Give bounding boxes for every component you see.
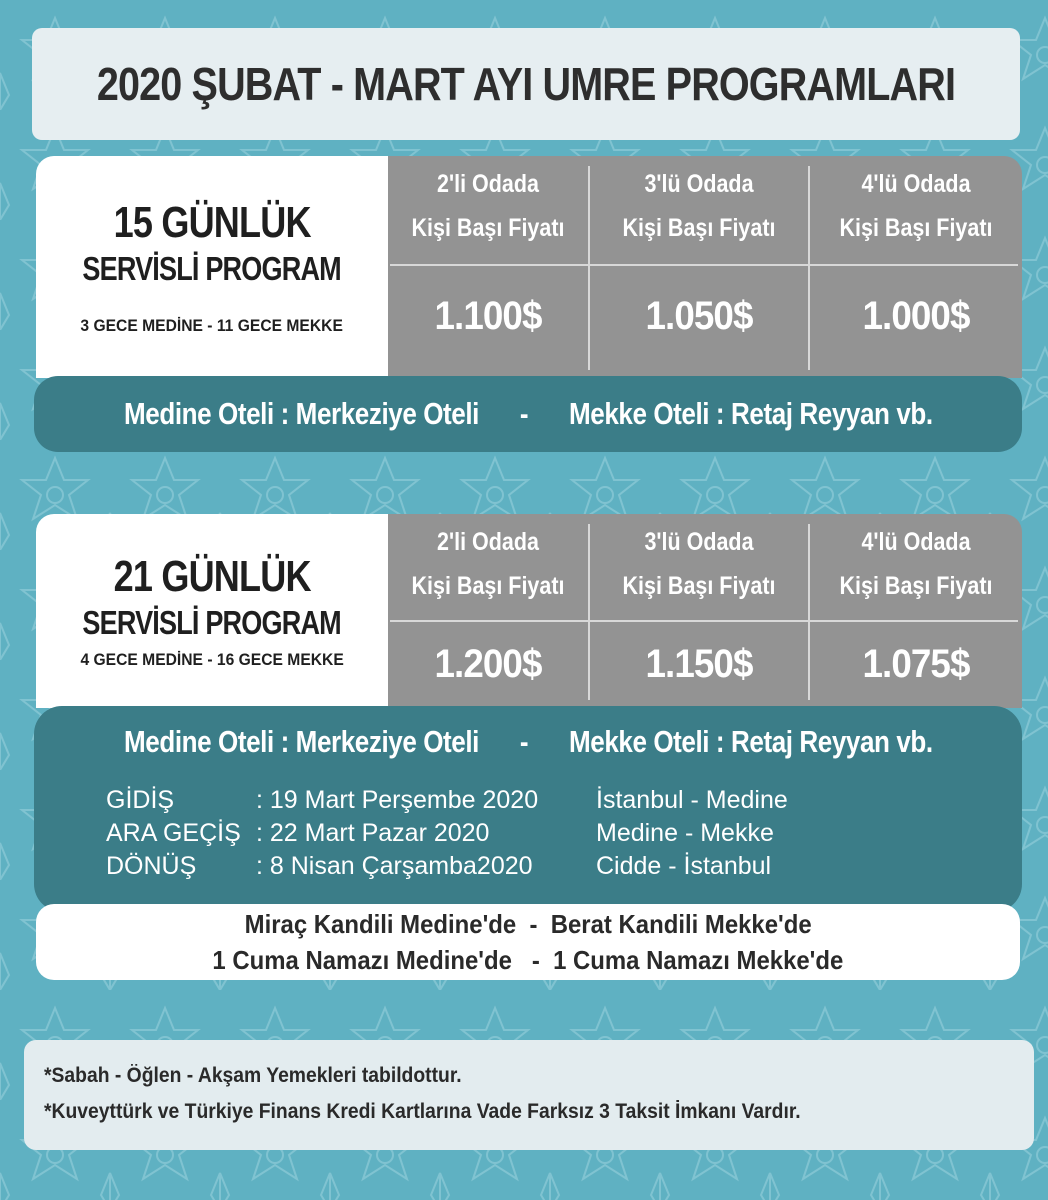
schedule-date-transfer: : 22 Mart Pazar 2020 (256, 819, 490, 847)
page-title: 2020 ŞUBAT - MART AYI UMRE PROGRAMLARI (96, 58, 956, 110)
program-1-type: SERVİSLİ PROGRAM (82, 249, 342, 287)
footer-installments: *Kuveyttürk ve Türkiye Finans Kredi Kartlarına Vade Farksız 3 Taksit İmkanı Vardır. (44, 1100, 801, 1123)
footer-bar (24, 1040, 1034, 1150)
program-1-col-3-title: 4'lü Odada (861, 170, 971, 198)
schedule-label-departure: GİDİŞ (106, 786, 175, 814)
program-1-hotels-bar (34, 376, 1022, 452)
program-2-col-3-subtitle: Kişi Başı Fiyatı (839, 572, 993, 600)
program-1-price-4lu: 1.000$ (862, 294, 970, 338)
program-1-col-1-title: 2'li Odada (437, 170, 539, 198)
title-bar (32, 28, 1020, 140)
program-2-col-2-title: 3'lü Odada (644, 528, 754, 556)
program-2-col-2-subtitle: Kişi Başı Fiyatı (622, 572, 776, 600)
program-1-price-2li: 1.100$ (434, 294, 542, 338)
schedule-date-return: : 8 Nisan Çarşamba2020 (256, 852, 533, 880)
schedule-route-departure: İstanbul - Medine (596, 786, 788, 814)
program-2-price-panel (388, 514, 1022, 708)
program-2-col-1-subtitle: Kişi Başı Fiyatı (411, 572, 565, 600)
footer-meals: *Sabah - Öğlen - Akşam Yemekleri tabildottur. (44, 1064, 462, 1087)
program-2-header (36, 514, 388, 708)
program-1-col-1-subtitle: Kişi Başı Fiyatı (411, 214, 565, 242)
note-cuma: 1 Cuma Namazı Medine'de - 1 Cuma Namazı Mekke'de (212, 945, 844, 975)
program-2-price-3lu: 1.150$ (645, 642, 753, 686)
program-2-price-2li: 1.200$ (434, 642, 542, 686)
program-2-hotels: Medine Oteli : Merkeziye Oteli - Mekke Oteli : Retaj Reyyan vb. (123, 724, 933, 759)
schedule-label-transfer: ARA GEÇİŞ (106, 819, 241, 847)
program-1-col-3-subtitle: Kişi Başı Fiyatı (839, 214, 993, 242)
program-1-nights: 3 GECE MEDİNE - 11 GECE MEKKE (80, 316, 344, 336)
program-1-price-panel (388, 156, 1022, 378)
program-2-notes (36, 904, 1020, 980)
program-1-price-3lu: 1.050$ (645, 294, 753, 338)
program-1-col-2-title: 3'lü Odada (644, 170, 754, 198)
program-1-header (36, 156, 388, 378)
program-2-price-4lu: 1.075$ (862, 642, 970, 686)
schedule-label-return: DÖNÜŞ (106, 852, 197, 880)
program-2-col-1-title: 2'li Odada (437, 528, 539, 556)
schedule-route-return: Cidde - İstanbul (596, 852, 772, 880)
program-2-nights: 4 GECE MEDİNE - 16 GECE MEKKE (80, 650, 344, 670)
program-2-type: SERVİSLİ PROGRAM (82, 603, 342, 641)
program-2-col-3-title: 4'lü Odada (861, 528, 971, 556)
schedule-date-departure: : 19 Mart Perşembe 2020 (256, 786, 539, 814)
program-1-col-2-subtitle: Kişi Başı Fiyatı (622, 214, 776, 242)
program-2-duration: 21 GÜNLÜK (113, 551, 311, 601)
program-1-duration: 15 GÜNLÜK (113, 197, 311, 247)
note-kandil: Miraç Kandili Medine'de - Berat Kandili Mekke'de (244, 909, 812, 939)
schedule-route-transfer: Medine - Mekke (596, 819, 774, 847)
program-1-hotels: Medine Oteli : Merkeziye Oteli - Mekke Oteli : Retaj Reyyan vb. (123, 396, 933, 431)
